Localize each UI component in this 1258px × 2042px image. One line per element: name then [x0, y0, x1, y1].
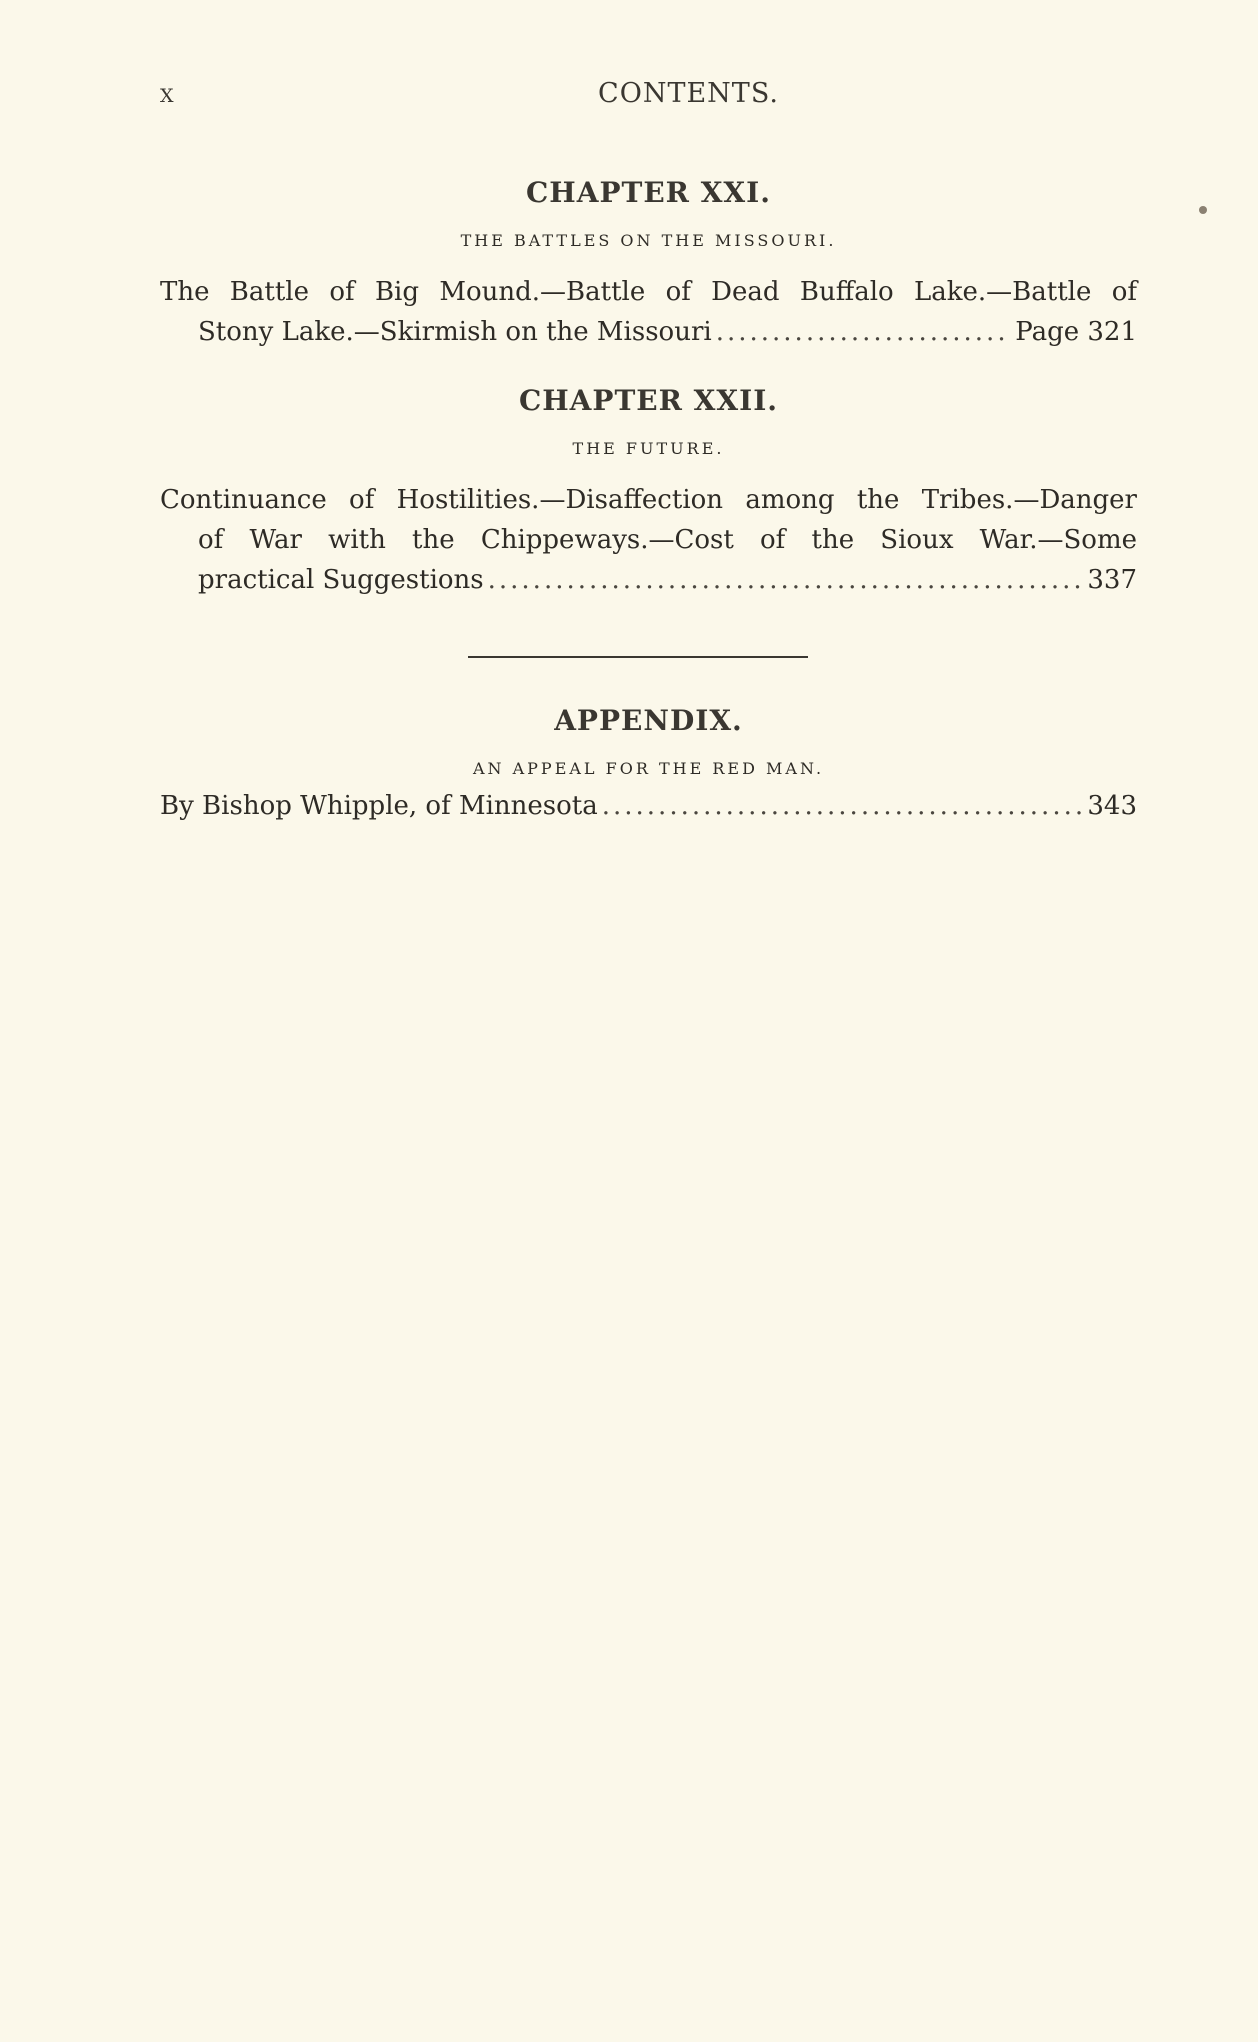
appendix-subtitle: AN APPEAL FOR THE RED MAN. [472, 759, 825, 778]
dot-leader [488, 560, 1084, 600]
entry-last-line [160, 560, 1137, 600]
entry-line: Continuance of Hostilities.—Disaffection among the Tribes.—Danger [160, 485, 1137, 515]
entry-last-line [160, 312, 1137, 352]
chapter-heading: CHAPTER XXI. [525, 176, 771, 209]
running-head [160, 78, 1127, 118]
entry-text: By Bishop Whipple, of Minnesota [160, 791, 598, 821]
chapter-subtitle: THE FUTURE. [572, 439, 725, 458]
page-folio: x [160, 78, 175, 109]
entry-text: practical Suggestions [198, 565, 484, 595]
toc-entry [160, 272, 1137, 352]
paper-speck [1199, 206, 1207, 214]
entry-last-line [160, 786, 1137, 826]
section-divider [468, 656, 808, 658]
chapter-xxi-section [160, 176, 1137, 352]
appendix-section [160, 704, 1137, 826]
page-title: CONTENTS. [598, 78, 779, 109]
toc-entry [160, 786, 1137, 826]
page-number: Page 321 [1015, 317, 1137, 347]
chapter-heading: CHAPTER XXII. [518, 384, 779, 417]
appendix-heading: APPENDIX. [554, 704, 743, 737]
entry-line: The Battle of Big Mound.—Battle of Dead Buffalo Lake.—Battle of [160, 277, 1137, 307]
dot-leader [602, 786, 1084, 826]
entry-text: Stony Lake.—Skirmish on the Missouri [198, 317, 712, 347]
chapter-xxii-section [160, 384, 1137, 600]
entry-line: of War with the Chippeways.—Cost of the Sioux War.—Some [198, 525, 1137, 555]
dot-leader [716, 312, 1012, 352]
toc-entry [160, 480, 1137, 600]
chapter-subtitle: THE BATTLES ON THE MISSOURI. [460, 231, 837, 250]
page-number: 343 [1087, 791, 1137, 821]
page-number: 337 [1087, 565, 1137, 595]
